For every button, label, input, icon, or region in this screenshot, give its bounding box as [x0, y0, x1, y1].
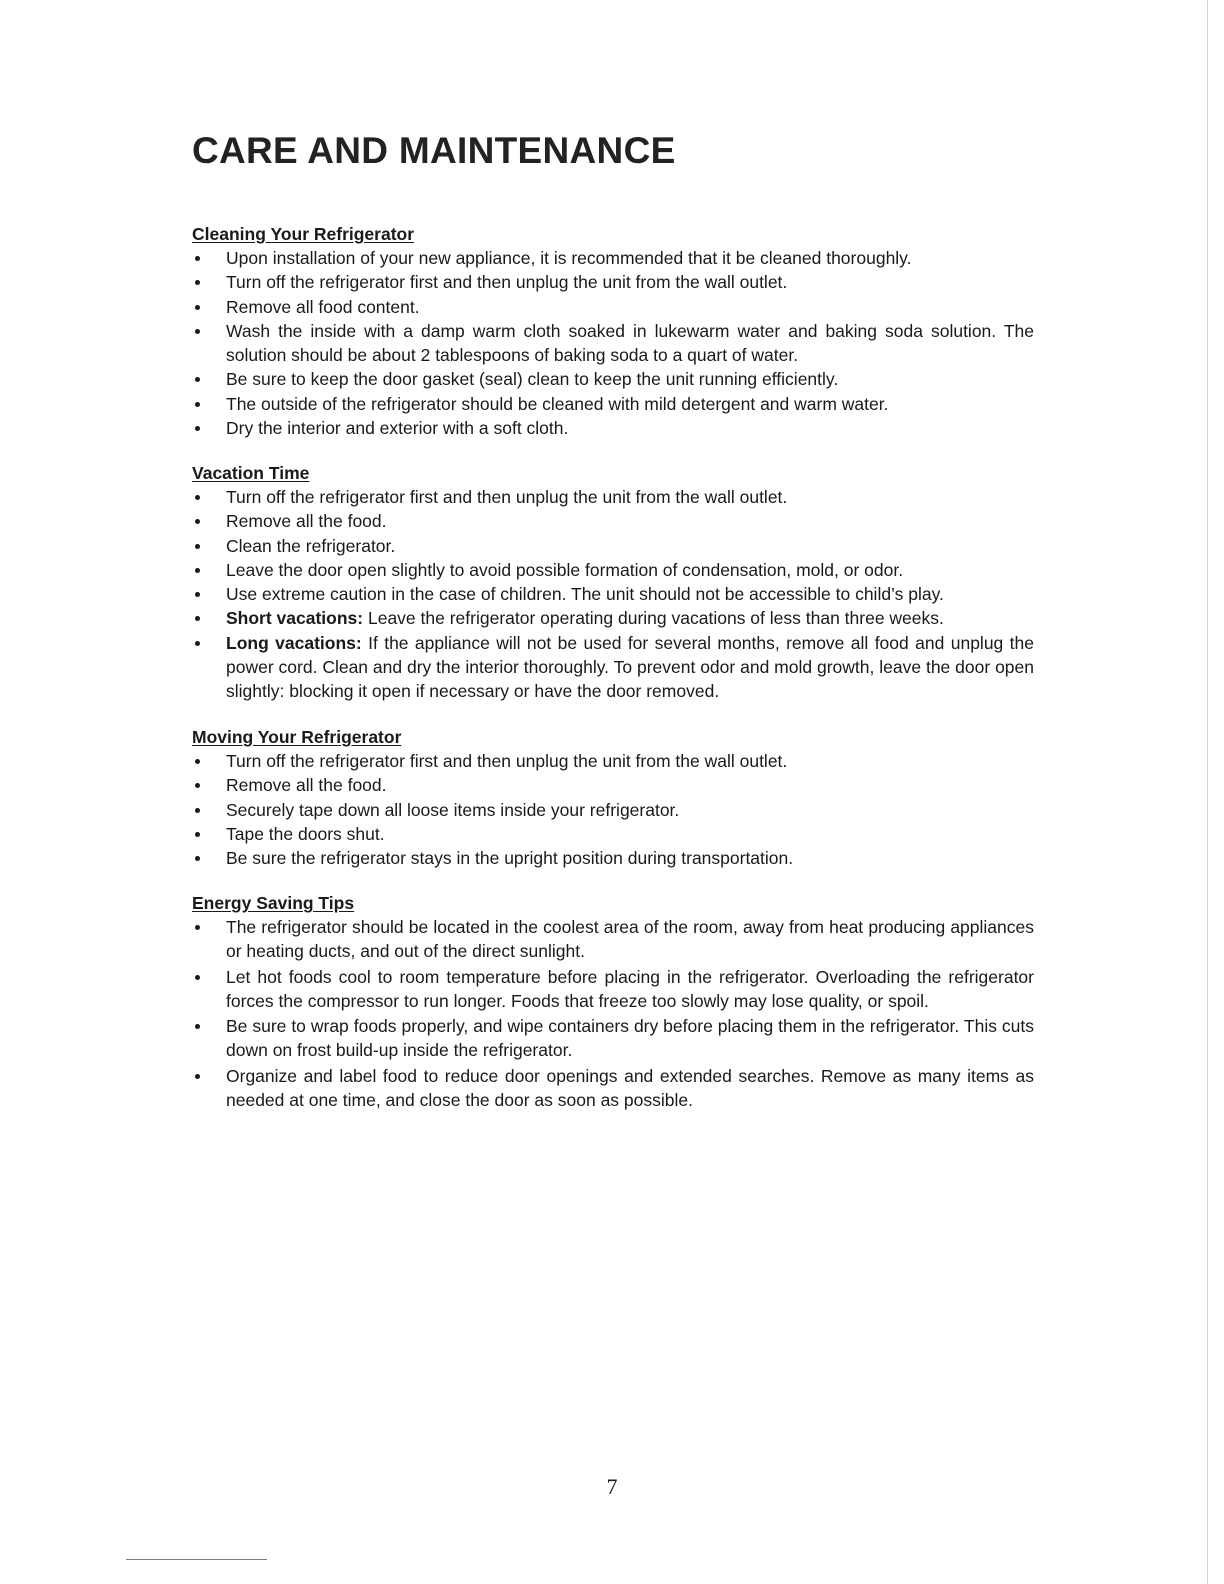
list-item: Be sure to keep the door gasket (seal) clean to keep the unit running efficiently. [192, 367, 1034, 391]
list-item: Turn off the refrigerator first and then unplug the unit from the wall outlet. [192, 485, 1034, 509]
list-item: Tape the doors shut. [192, 822, 1034, 846]
section-vacation [192, 461, 1034, 704]
list-item: Clean the refrigerator. [192, 534, 1034, 558]
bottom-rule [126, 1559, 267, 1560]
list-item: The refrigerator should be located in the coolest area of the room, away from heat producing appliances or heating ducts, and out of the direct sunlight. [192, 915, 1034, 964]
list-item: The outside of the refrigerator should be cleaned with mild detergent and warm water. [192, 392, 1034, 416]
section-heading-cleaning: Cleaning Your Refrigerator [192, 224, 415, 244]
section-cleaning [192, 222, 1034, 440]
list-item: Leave the door open slightly to avoid possible formation of condensation, mold, or odor. [192, 558, 1034, 582]
list-item: Be sure the refrigerator stays in the upright position during transportation. [192, 846, 1034, 870]
list-item: Remove all food content. [192, 295, 1034, 319]
list-item: Remove all the food. [192, 773, 1034, 797]
list-item [192, 606, 1034, 630]
list-item [192, 631, 1034, 704]
list-item: Securely tape down all loose items inside your refrigerator. [192, 798, 1034, 822]
list-item: Be sure to wrap foods properly, and wipe containers dry before placing them in the refrigerator. This cuts down on frost build-up inside the refrigerator. [192, 1014, 1034, 1063]
section-heading-vacation: Vacation Time [192, 463, 310, 483]
long-vacations-text: If the appliance will not be used for several months, remove all food and unplug the power cord. Clean and dry the interior thoroughly. To prevent odor and mold growth, leave the door open slightly: blocking it open if necessary or have the door removed. [226, 632, 1034, 702]
section-heading-energy: Energy Saving Tips [192, 893, 355, 913]
list-item: Wash the inside with a damp warm cloth soaked in lukewarm water and baking soda solution. The solution should be about 2 tablespoons of baking soda to a quart of water. [192, 319, 1034, 368]
list-item: Turn off the refrigerator first and then unplug the unit from the wall outlet. [192, 749, 1034, 773]
short-vacations-label: Short vacations: [226, 608, 364, 629]
scan-edge-line [1207, 0, 1208, 1584]
list-item: Upon installation of your new appliance, it is recommended that it be cleaned thoroughly. [192, 246, 1034, 270]
list-item: Remove all the food. [192, 509, 1034, 533]
cleaning-list [192, 246, 1034, 440]
section-energy [192, 891, 1034, 1113]
list-item: Organize and label food to reduce door openings and extended searches. Remove as many items as needed at one time, and close the door as soon as possible. [192, 1064, 1034, 1113]
list-item: Turn off the refrigerator first and then unplug the unit from the wall outlet. [192, 270, 1034, 294]
section-moving [192, 725, 1034, 870]
moving-list [192, 749, 1034, 870]
list-item: Use extreme caution in the case of children. The unit should not be accessible to child’s play. [192, 582, 1034, 606]
energy-list [192, 915, 1034, 1112]
long-vacations-label: Long vacations: [226, 632, 362, 653]
page-title: CARE AND MAINTENANCE [192, 130, 676, 171]
page-number: 7 [606, 1474, 618, 1499]
list-item: Dry the interior and exterior with a soft cloth. [192, 416, 1034, 440]
list-item: Let hot foods cool to room temperature before placing in the refrigerator. Overloading the refrigerator forces the compressor to run longer. Foods that freeze too slowly may lose quality, or spoil. [192, 965, 1034, 1014]
vacation-list [192, 485, 1034, 704]
short-vacations-text: Leave the refrigerator operating during vacations of less than three weeks. [363, 608, 944, 629]
section-heading-moving: Moving Your Refrigerator [192, 727, 402, 747]
